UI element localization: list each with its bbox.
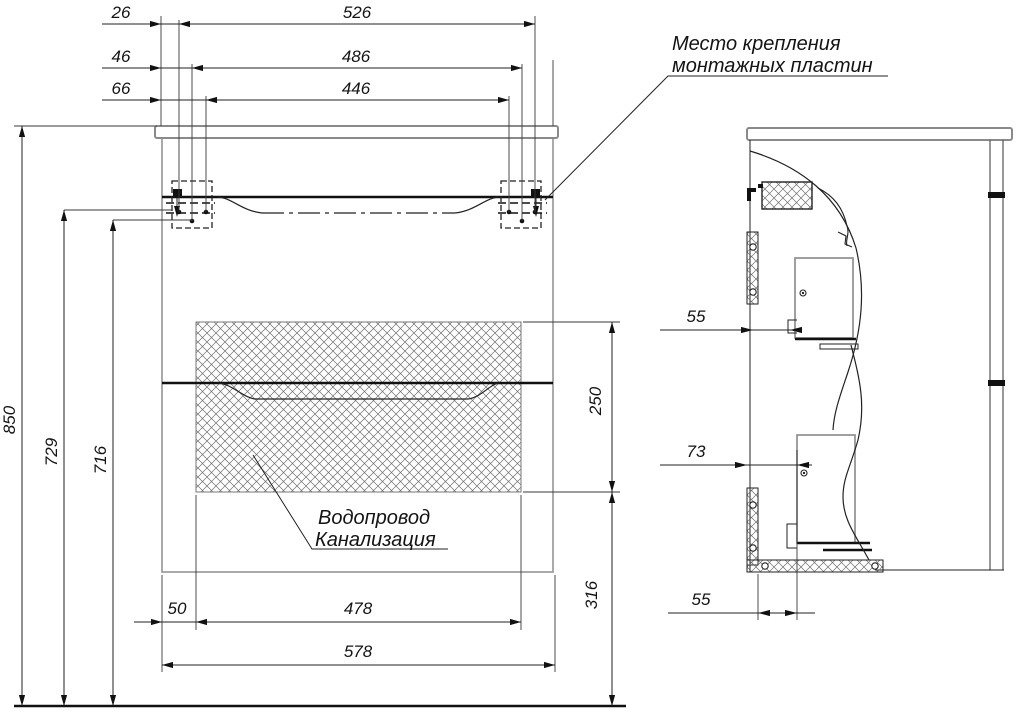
screw-hole (762, 563, 768, 569)
back-strip-lower (747, 488, 758, 565)
dim-316: 316 (582, 580, 601, 610)
dim-526: 526 (342, 3, 372, 22)
mounting-plate-section (762, 182, 812, 209)
dim-row-66-446 (102, 79, 509, 103)
plumbing-hatch-area (196, 322, 521, 492)
dimensions-side (660, 307, 815, 620)
screw-hole (750, 244, 756, 250)
drawer-box-lower (787, 435, 872, 550)
screw-hole (750, 545, 756, 551)
dim-55-top (660, 307, 802, 333)
extension-lines (758, 450, 797, 620)
mounting-bracket (747, 188, 756, 201)
dim-250: 250 (586, 386, 605, 416)
dim-316 (582, 492, 615, 706)
plate-bracket (173, 189, 182, 198)
dim-478: 478 (343, 599, 373, 618)
screw-center (802, 292, 804, 294)
dim-55-bottom (668, 590, 815, 616)
drawer-side-panel (795, 258, 853, 338)
mounting-label-line2: монтажных пластин (672, 55, 873, 77)
dim-446: 446 (341, 79, 371, 98)
plumbing-label-line2: Канализация (315, 529, 436, 551)
dim-250 (586, 322, 615, 492)
dim-716 (91, 220, 116, 706)
dim-row-26-526 (102, 3, 535, 27)
dim-46: 46 (111, 47, 131, 66)
dim-55-top: 55 (686, 307, 706, 326)
countertop-front (155, 126, 558, 138)
screw-hole (750, 289, 756, 295)
sink-section-curves (818, 188, 852, 247)
wall-rail-mark-bottom (988, 380, 1005, 386)
mounting-bracket-tab (758, 184, 763, 188)
drawer-front-hook (787, 524, 797, 548)
front-view (155, 126, 558, 572)
dim-26: 26 (111, 3, 131, 22)
dim-55-bottom: 55 (691, 590, 711, 609)
plumbing-label-line1: Водопровод (318, 507, 431, 529)
annotation-mounting-plates (545, 33, 888, 200)
dim-716: 716 (91, 445, 110, 475)
dim-row-50-478 (134, 599, 521, 625)
dim-578 (162, 642, 555, 668)
mounting-label-line1: Место крепления (672, 33, 841, 55)
countertop-side (747, 128, 1012, 140)
wall-rail-mark-top (988, 192, 1005, 198)
dim-73 (660, 442, 812, 468)
dim-73: 73 (686, 442, 706, 461)
drawer-side-panel (797, 435, 855, 543)
dim-578: 578 (343, 642, 373, 661)
dim-50: 50 (167, 599, 187, 618)
dim-66: 66 (111, 79, 131, 98)
back-panel-lines (990, 140, 1003, 570)
screw-hole (750, 502, 756, 508)
dim-row-46-486 (102, 47, 522, 71)
dim-850 (0, 126, 25, 706)
drawer-box-upper (788, 258, 858, 349)
screw-hole (872, 563, 878, 569)
plate-bracket (531, 189, 540, 198)
dim-729: 729 (42, 437, 61, 467)
dim-486: 486 (341, 47, 371, 66)
dim-729 (42, 210, 67, 706)
side-view (747, 128, 1012, 572)
dim-850: 850 (0, 405, 19, 435)
screw-center (803, 472, 805, 474)
